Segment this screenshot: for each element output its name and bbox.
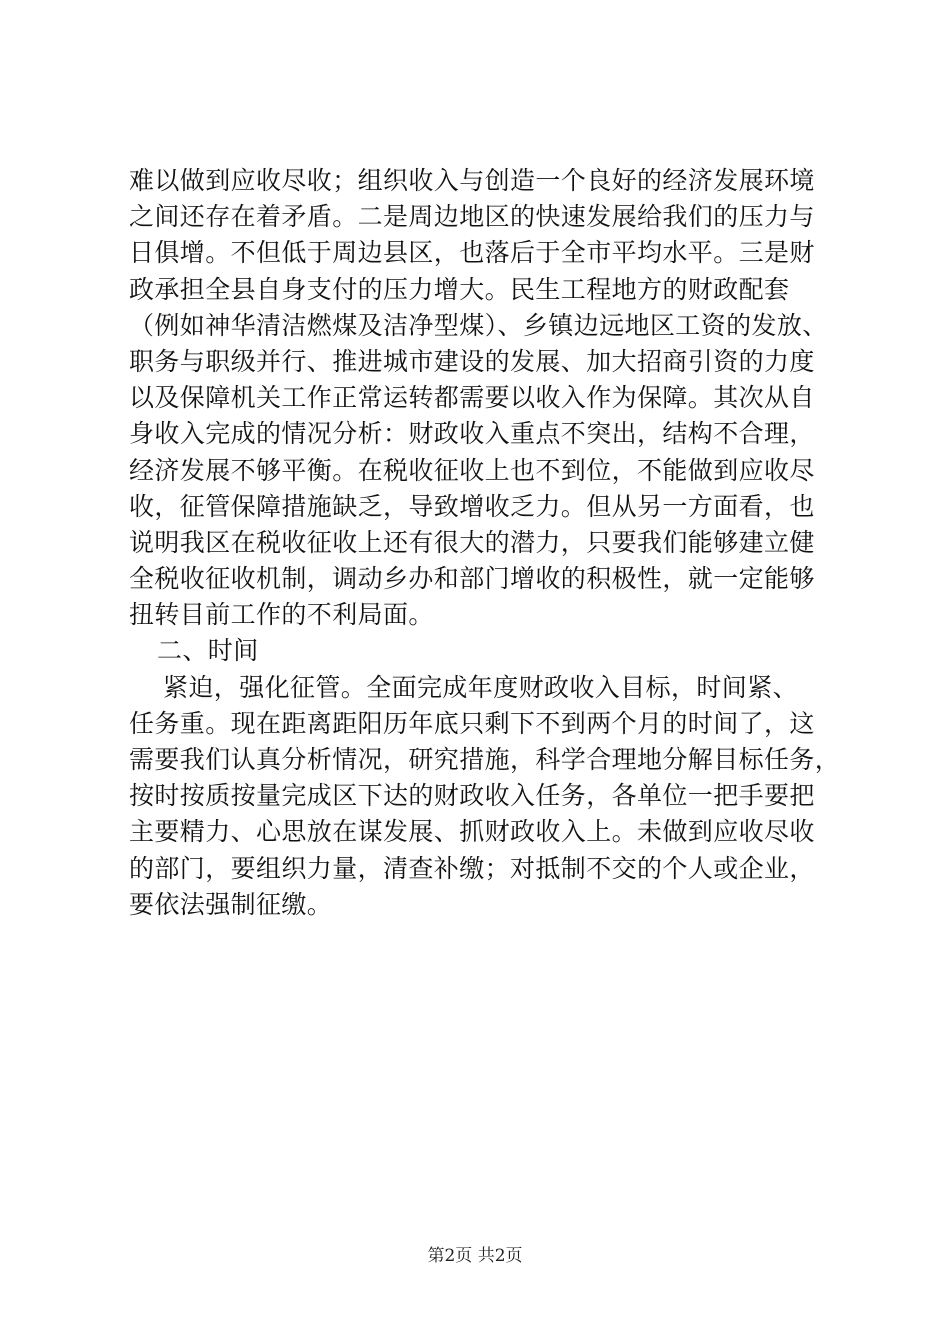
body-line: 需要我们认真分析情况，研究措施，科学合理地分解目标任务， xyxy=(129,745,841,774)
body-line: 难以做到应收尽收；组织收入与创造一个良好的经济发展环境 xyxy=(129,166,815,195)
body-line: 日俱增。不但低于周边县区，也落后于全市平均水平。三是财 xyxy=(129,238,815,268)
body-line: 按时按质按量完成区下达的财政收入任务，各单位一把手要把 xyxy=(129,781,815,811)
page-number-label: 第2页 共2页 xyxy=(427,1246,523,1266)
body-line: 说明我区在税收征收上还有很大的潜力，只要我们能够建立健 xyxy=(129,527,815,557)
document-body xyxy=(129,163,839,923)
body-line: 职务与职级并行、推进城市建设的发展、加大招商引资的力度 xyxy=(129,346,815,376)
body-line: 紧迫，强化征管。全面完成年度财政收入目标，时间紧、 xyxy=(163,672,799,702)
body-line: 全税收征收机制，调动乡办和部门增收的积极性，就一定能够 xyxy=(129,564,815,594)
body-line: 政承担全县自身支付的压力增大。民生工程地方的财政配套 xyxy=(129,274,790,304)
body-line: 以及保障机关工作正常运转都需要以收入作为保障。其次从自 xyxy=(129,383,815,413)
body-line: 的部门，要组织力量，清查补缴；对抵制不交的个人或企业， xyxy=(129,853,815,883)
body-line: 之间还存在着矛盾。二是周边地区的快速发展给我们的压力与 xyxy=(129,202,815,232)
body-line: （例如神华清洁燃煤及洁净型煤）、乡镇边远地区工资的发放、 xyxy=(129,310,828,340)
body-line: 经济发展不够平衡。在税收征收上也不到位，不能做到应收尽 xyxy=(129,455,815,485)
page-footer xyxy=(0,1244,950,1268)
section-heading: 二、时间 xyxy=(157,636,259,666)
body-line: 扭转目前工作的不利局面。 xyxy=(129,600,434,630)
body-line: 身收入完成的情况分析：财政收入重点不突出，结构不合理， xyxy=(129,419,815,449)
body-line: 任务重。现在距离距阳历年底只剩下不到两个月的时间了，这 xyxy=(129,708,815,738)
body-line: 收，征管保障措施缺乏，导致增收乏力。但从另一方面看，也 xyxy=(129,491,815,521)
body-line: 主要精力、心思放在谋发展、抓财政收入上。未做到应收尽收 xyxy=(129,817,815,847)
body-line: 要依法强制征缴。 xyxy=(129,889,333,919)
